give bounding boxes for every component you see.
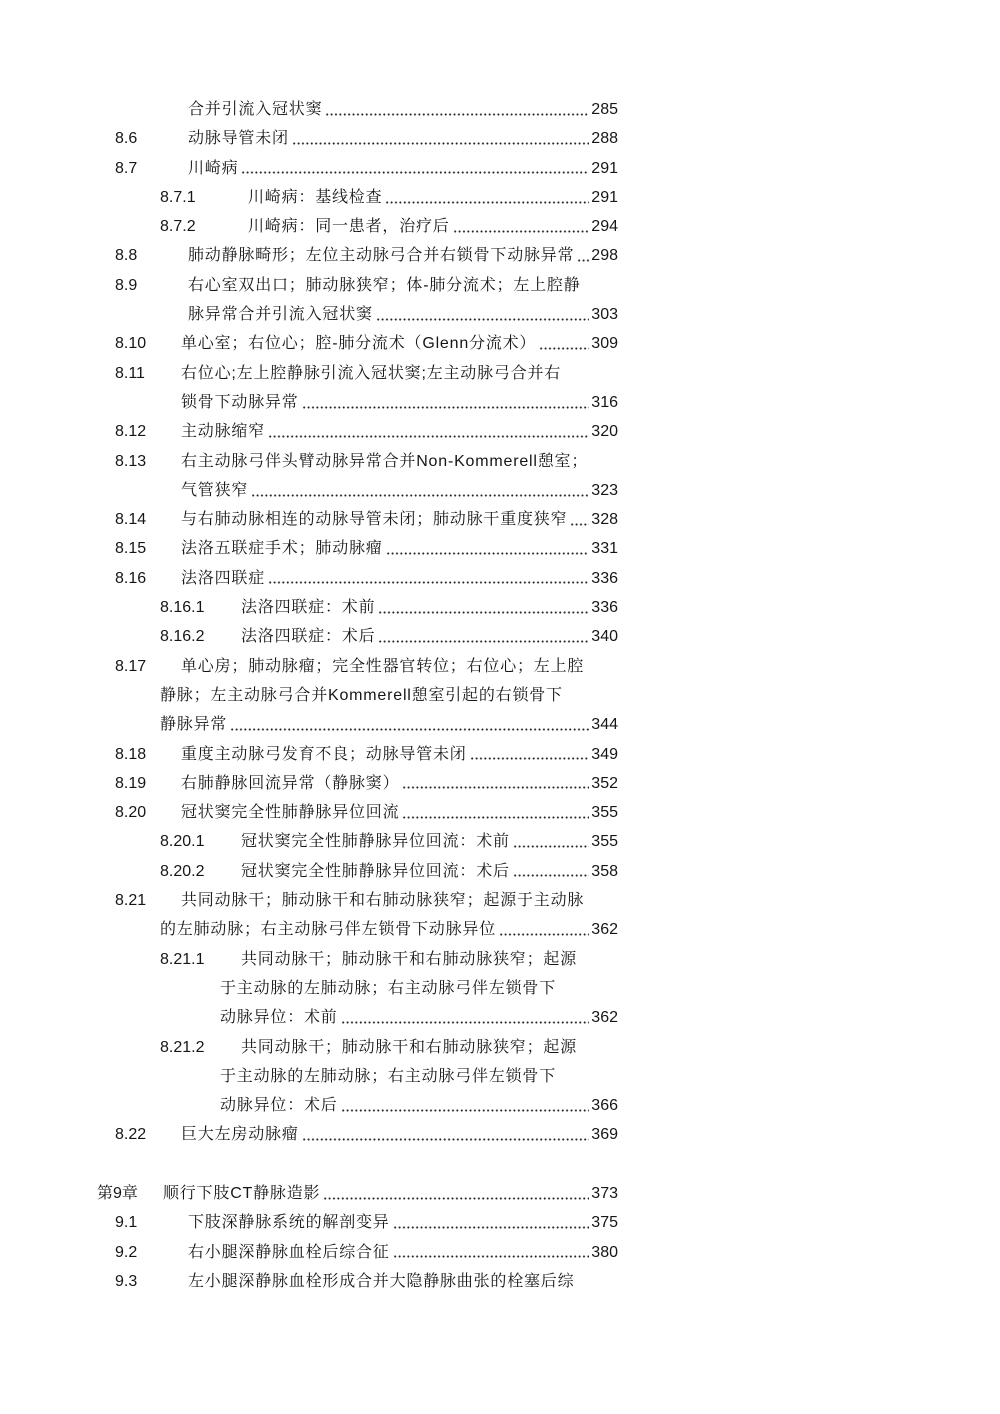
dot-leader	[292, 133, 589, 145]
table-of-contents	[0, 95, 1000, 1296]
toc-entry	[0, 886, 1000, 945]
toc-line	[0, 593, 1000, 622]
toc-line	[0, 710, 1000, 739]
dot-leader	[386, 543, 590, 555]
dot-leader	[470, 748, 590, 760]
toc-entry	[0, 798, 1000, 827]
section-number: 8.20.1	[160, 833, 205, 851]
section-number: 8.16.1	[160, 599, 205, 617]
section-title: 法洛四联症：术前	[241, 599, 376, 617]
entry-text	[181, 534, 618, 563]
dot-leader	[513, 865, 589, 877]
toc-entry	[0, 417, 1000, 446]
dot-leader	[323, 1188, 589, 1200]
entry-text	[181, 505, 618, 534]
toc-entry	[0, 1208, 1000, 1237]
entry-text	[181, 886, 618, 915]
section-title: 肺动静脉畸形；左位主动脉弓合并右锁骨下动脉异常	[188, 247, 575, 265]
toc-line	[0, 740, 1000, 769]
toc-entry	[0, 740, 1000, 769]
section-title: 共同动脉干；肺动脉干和右肺动脉狭窄；起源	[241, 1038, 578, 1056]
entry-text	[160, 710, 618, 739]
entry-text	[248, 183, 618, 212]
page-number: 340	[591, 628, 618, 646]
section-number: 8.9	[115, 276, 138, 294]
toc-line	[0, 857, 1000, 886]
toc-line	[0, 915, 1000, 944]
dot-leader	[402, 777, 589, 789]
section-title: 重度主动脉弓发育不良；动脉导管未闭	[181, 745, 467, 763]
page-number: 375	[591, 1214, 618, 1232]
toc-line	[0, 652, 1000, 681]
page-number: 316	[591, 393, 618, 411]
section-number: 8.15	[115, 540, 147, 558]
entry-text	[181, 388, 618, 417]
section-title: 动脉导管未闭	[188, 130, 289, 148]
entry-text	[241, 593, 618, 622]
section-title: 下肢深静脉系统的解剖变异	[188, 1214, 390, 1232]
entry-text	[188, 154, 618, 183]
page-number: 285	[591, 101, 618, 118]
section-number: 8.21.2	[160, 1038, 205, 1056]
page-number: 309	[591, 335, 618, 353]
section-title: 共同动脉干；肺动脉干和右肺动脉狭窄；起源于主动脉	[181, 892, 585, 910]
section-title: 法洛五联症手术；肺动脉瘤	[181, 540, 383, 558]
section-title-continued: 的左肺动脉；右主动脉弓伴左锁骨下动脉异位	[160, 921, 497, 939]
section-title: 冠状窦完全性肺静脉异位回流：术后	[241, 862, 510, 880]
section-number: 8.18	[115, 745, 147, 763]
page-number: 352	[591, 774, 618, 792]
toc-subentry	[0, 183, 1000, 212]
entry-text	[188, 300, 618, 329]
page-number: 294	[591, 218, 618, 236]
page-number: 298	[591, 247, 618, 265]
dot-leader	[570, 514, 589, 526]
dot-leader	[499, 924, 589, 936]
toc-subentry	[0, 593, 1000, 622]
toc-entry	[0, 241, 1000, 270]
page-number: 344	[591, 716, 618, 734]
blank-spacer	[0, 1150, 1000, 1179]
entry-text	[181, 417, 618, 446]
page-number: 303	[591, 306, 618, 324]
section-title-continued: 气管狭窄	[181, 481, 249, 499]
toc-entry	[0, 1120, 1000, 1149]
toc-line	[0, 388, 1000, 417]
entry-text	[188, 1267, 618, 1296]
toc-line	[0, 95, 1000, 124]
entry-text	[220, 1091, 618, 1120]
entry-text	[160, 681, 618, 710]
dot-leader	[376, 309, 589, 321]
toc-line	[0, 447, 1000, 476]
page-number: 373	[591, 1184, 618, 1202]
section-number: 8.7.2	[160, 218, 196, 236]
section-number: 9.2	[115, 1243, 138, 1261]
toc-line	[0, 1091, 1000, 1120]
toc-chapter	[0, 1179, 1000, 1208]
section-title-continued: 于主动脉的左肺动脉；右主动脉弓伴左锁骨下	[220, 979, 557, 997]
toc-entry	[0, 652, 1000, 740]
dot-leader	[341, 1100, 590, 1112]
toc-line	[0, 974, 1000, 1003]
dot-leader	[378, 631, 589, 643]
toc-line	[0, 359, 1000, 388]
section-number: 8.14	[115, 511, 147, 529]
toc-entry	[0, 769, 1000, 798]
toc-line	[0, 798, 1000, 827]
toc-entry-continued	[0, 95, 1000, 124]
entry-text	[181, 476, 618, 505]
toc-line	[0, 622, 1000, 651]
section-number: 8.19	[115, 774, 147, 792]
entry-text	[188, 241, 618, 270]
toc-line	[0, 124, 1000, 153]
page-number: 349	[591, 745, 618, 763]
entry-text	[160, 915, 618, 944]
toc-entry	[0, 505, 1000, 534]
entry-text	[220, 1003, 618, 1032]
toc-line	[0, 417, 1000, 446]
entry-text	[181, 447, 618, 476]
entry-text	[181, 798, 618, 827]
toc-line	[0, 183, 1000, 212]
section-number: 8.10	[115, 335, 147, 353]
dot-leader	[402, 807, 589, 819]
entry-text	[248, 212, 618, 241]
section-title: 法洛四联症：术后	[241, 628, 376, 646]
dot-leader	[453, 221, 590, 233]
page-number: 362	[591, 1009, 618, 1027]
entry-text	[181, 652, 618, 681]
toc-line	[0, 886, 1000, 915]
entry-text	[220, 974, 618, 1003]
section-number: 9.3	[115, 1272, 138, 1290]
toc-line	[0, 1003, 1000, 1032]
section-title: 与右肺动脉相连的动脉导管未闭；肺动脉干重度狭窄	[181, 511, 568, 529]
toc-entry	[0, 271, 1000, 330]
section-number: 8.16.2	[160, 628, 205, 646]
toc-line	[0, 681, 1000, 710]
toc-line	[0, 534, 1000, 563]
entry-text	[241, 945, 618, 974]
dot-leader	[302, 1129, 590, 1141]
toc-entry	[0, 154, 1000, 183]
dot-leader	[230, 719, 589, 731]
toc-subentry	[0, 827, 1000, 856]
page-number: 328	[591, 511, 618, 529]
entry-text	[220, 1062, 618, 1091]
section-number: 8.17	[115, 657, 147, 675]
section-title-continued: 脉异常合并引流入冠状窦	[188, 306, 373, 324]
toc-line	[0, 154, 1000, 183]
section-number: 8.16	[115, 569, 147, 587]
section-number: 8.8	[115, 247, 138, 265]
page-number: 320	[591, 423, 618, 441]
section-title: 右位心;左上腔静脉引流入冠状窦;左主动脉弓合并右	[181, 364, 562, 382]
dot-leader	[268, 572, 589, 584]
section-title: 合并引流入冠状窦	[188, 101, 323, 118]
section-title-continued: 静脉异常	[160, 716, 228, 734]
toc-line	[0, 1238, 1000, 1267]
section-number: 8.12	[115, 423, 147, 441]
page-number: 366	[591, 1097, 618, 1115]
toc-subentry	[0, 857, 1000, 886]
section-number: 8.6	[115, 130, 138, 148]
toc-line	[0, 505, 1000, 534]
section-title: 川崎病：基线检查	[248, 188, 383, 206]
dot-leader	[325, 104, 589, 116]
section-title-continued: 静脉；左主动脉弓合并Kommerell憩室引起的右锁骨下	[160, 686, 563, 704]
entry-text	[241, 827, 618, 856]
section-number: 8.13	[115, 452, 147, 470]
entry-text	[181, 740, 618, 769]
section-title-continued: 锁骨下动脉异常	[181, 393, 299, 411]
section-title: 冠状窦完全性肺静脉异位回流	[181, 804, 400, 822]
page-number: 288	[591, 130, 618, 148]
section-number: 8.7	[115, 159, 138, 177]
entry-text	[241, 857, 618, 886]
entry-text	[188, 1208, 618, 1237]
toc-entry	[0, 447, 1000, 506]
section-title: 共同动脉干；肺动脉干和右肺动脉狭窄；起源	[241, 950, 578, 968]
page-number: 291	[591, 159, 618, 177]
toc-line	[0, 1033, 1000, 1062]
page-number: 380	[591, 1243, 618, 1261]
toc-entry	[0, 124, 1000, 153]
dot-leader	[393, 1217, 590, 1229]
toc-line	[0, 945, 1000, 974]
entry-text	[181, 1120, 618, 1149]
section-number: 8.21	[115, 892, 147, 910]
entry-text	[181, 564, 618, 593]
entry-text	[241, 1033, 618, 1062]
section-title-continued: 动脉异位：术前	[220, 1009, 338, 1027]
toc-entry	[0, 1238, 1000, 1267]
section-number: 8.21.1	[160, 950, 205, 968]
toc-line	[0, 827, 1000, 856]
page-number: 355	[591, 833, 618, 851]
page-number: 323	[591, 481, 618, 499]
toc-line	[0, 1120, 1000, 1149]
chapter-label: 第9章	[97, 1184, 138, 1202]
toc-line	[0, 271, 1000, 300]
section-number: 8.7.1	[160, 188, 196, 206]
toc-line	[0, 212, 1000, 241]
section-title-continued: 于主动脉的左肺动脉；右主动脉弓伴左锁骨下	[220, 1067, 557, 1085]
toc-line	[0, 241, 1000, 270]
toc-subentry	[0, 622, 1000, 651]
toc-line	[0, 300, 1000, 329]
entry-text	[188, 271, 618, 300]
toc-line	[0, 1062, 1000, 1091]
section-number: 8.11	[115, 364, 145, 382]
toc-entry	[0, 564, 1000, 593]
toc-subentry	[0, 1033, 1000, 1121]
section-title-continued: 动脉异位：术后	[220, 1097, 338, 1115]
page-number: 369	[591, 1126, 618, 1144]
section-title: 主动脉缩窄	[181, 423, 266, 441]
toc-line	[0, 1208, 1000, 1237]
dot-leader	[577, 250, 589, 262]
entry-text	[181, 359, 618, 388]
dot-leader	[341, 1012, 590, 1024]
section-title: 单心房；肺动脉瘤；完全性器官转位；右位心；左上腔	[181, 657, 585, 675]
dot-leader	[539, 338, 589, 350]
page-number: 358	[591, 862, 618, 880]
page-number: 336	[591, 569, 618, 587]
section-title: 右主动脉弓伴头臂动脉异常合并Non-Kommerell憩室；	[181, 452, 589, 470]
section-title: 右小腿深静脉血栓后综合征	[188, 1243, 390, 1261]
section-title: 巨大左房动脉瘤	[181, 1126, 299, 1144]
toc-line	[0, 564, 1000, 593]
toc-entry	[0, 1267, 1000, 1296]
toc-subentry	[0, 945, 1000, 1033]
toc-line	[0, 1267, 1000, 1296]
section-number: 8.20	[115, 804, 147, 822]
page-number: 336	[591, 599, 618, 617]
page-number: 355	[591, 804, 618, 822]
toc-entry	[0, 329, 1000, 358]
entry-text	[188, 124, 618, 153]
toc-entry	[0, 534, 1000, 563]
dot-leader	[393, 1246, 590, 1258]
entry-text	[181, 329, 618, 358]
toc-subentry	[0, 212, 1000, 241]
section-title: 右心室双出口；肺动脉狭窄；体-肺分流术；左上腔静	[188, 276, 581, 294]
section-number: 9.1	[115, 1214, 138, 1232]
toc-entry	[0, 359, 1000, 418]
dot-leader	[302, 397, 590, 409]
dot-leader	[268, 426, 589, 438]
dot-leader	[513, 836, 589, 848]
page-number: 331	[591, 540, 618, 558]
toc-line	[0, 769, 1000, 798]
section-title: 冠状窦完全性肺静脉异位回流：术前	[241, 833, 510, 851]
dot-leader	[251, 485, 589, 497]
entry-text	[241, 622, 618, 651]
dot-leader	[385, 192, 589, 204]
toc-line	[0, 476, 1000, 505]
page-number: 362	[591, 921, 618, 939]
dot-leader	[378, 602, 589, 614]
toc-line	[0, 329, 1000, 358]
section-title: 左小腿深静脉血栓形成合并大隐静脉曲张的栓塞后综	[188, 1272, 575, 1290]
entry-text	[163, 1179, 618, 1208]
page-number: 291	[591, 188, 618, 206]
section-number: 8.22	[115, 1126, 147, 1144]
section-title: 单心室；右位心；腔-肺分流术（Glenn分流术）	[181, 335, 537, 353]
chapter-title: 顺行下肢CT静脉造影	[163, 1184, 321, 1202]
entry-text	[188, 1238, 618, 1267]
dot-leader	[241, 162, 589, 174]
entry-text	[181, 769, 618, 798]
section-title: 川崎病：同一患者，治疗后	[248, 218, 450, 236]
section-title: 川崎病	[188, 159, 239, 177]
entry-text	[188, 95, 618, 124]
section-number: 8.20.2	[160, 862, 205, 880]
section-title: 右肺静脉回流异常（静脉窦）	[181, 774, 400, 792]
section-title: 法洛四联症	[181, 569, 266, 587]
toc-line	[0, 1179, 1000, 1208]
